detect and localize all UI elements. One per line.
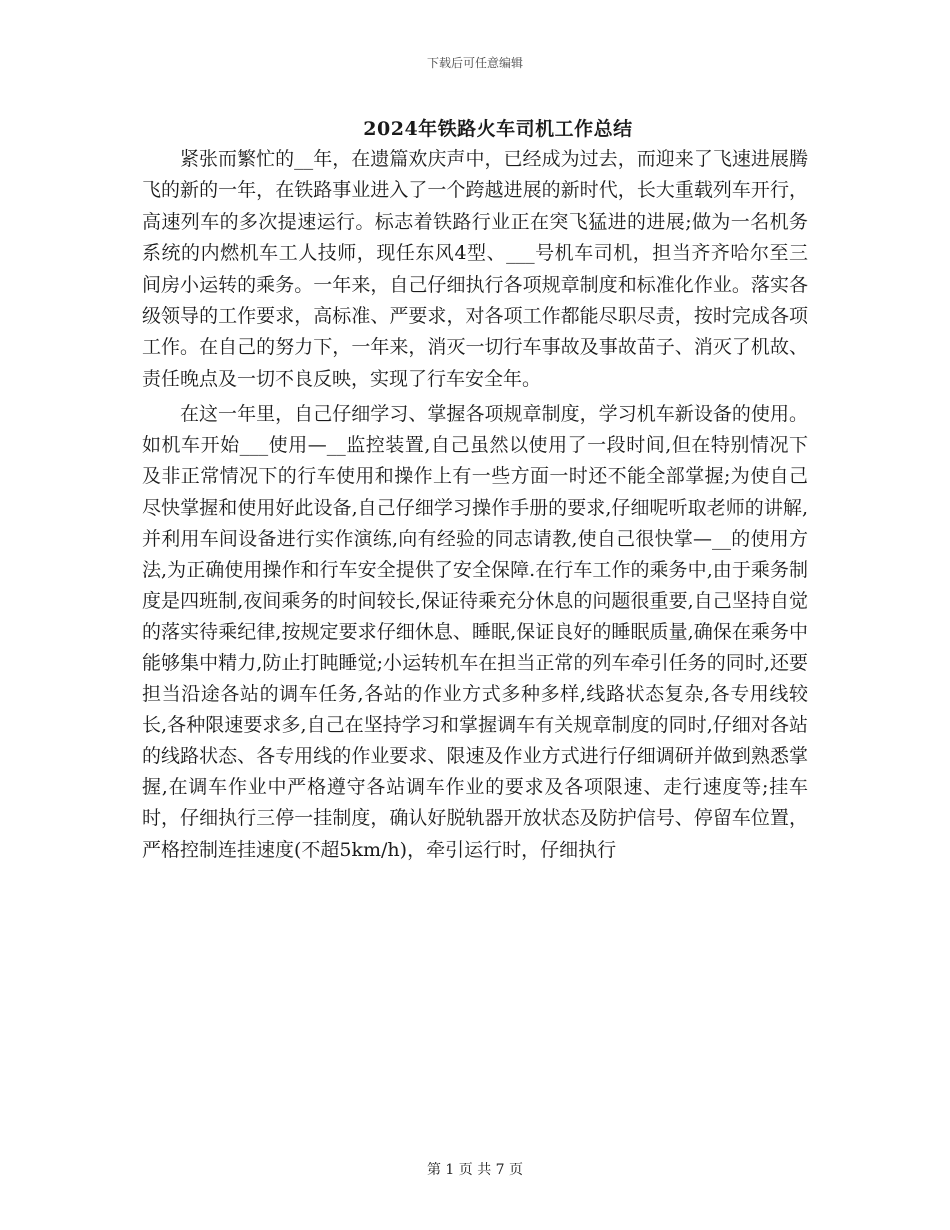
paragraph-1: 紧张而繁忙的__年，在遗篇欢庆声中，已经成为过去，而迎来了飞速进展腾飞的新的一年，在铁路事业进入了一个跨越进展的新时代，长大重载列车开行，高速列车的多次提速运行。标志着铁路行业正在突飞猛进的进展;做为一名机务系统的内燃机车工人技师，现任东风4型、___号机车司机，担当齐齐哈尔至三间房小运转的乘务。一年来，自己仔细执行各项规章制度和标准化作业。落实各级领导的工作要求，高标准、严要求，对各项工作都能尽职尽责，按时完成各项工作。在自己的努力下，一年来，消灭一切行车事故及事故苗子、消灭了机故、责任晚点及一切不良反映，实现了行车安全年。 — [142, 148, 808, 390]
document-body — [142, 144, 808, 866]
page-footer: 第 1 页 共 7 页 — [426, 1162, 524, 1178]
paragraph-2: 在这一年里，自己仔细学习、掌握各项规章制度，学习机车新设备的使用。如机车开始___使用—__监控装置,自己虽然以使用了一段时间,但在特别情况下及非正常情况下的行车使用和操作上有一些方面一时还不能全部掌握;为使自己尽快掌握和使用好此设备,自己仔细学习操作手册的要求,仔细呢听取老师的讲解,并利用车间设备进行实作演练,向有经验的同志请教,使自己很快掌—__的使用方法,为正确使用操作和行车安全提供了安全保障.在行车工作的乘务中,由于乘务制度是四班制,夜间乘务的时间较长,保证待乘充分休息的问题很重要,自己坚持自觉的落实待乘纪律,按规定要求仔细休息、睡眠,保证良好的睡眠质量,确保在乘务中能够集中精力,防止打盹睡觉;小运转机车在担当正常的列车牵引任务的同时,还要担当沿途各站的调车任务,各站的作业方式多种多样,线路状态复杂,各专用线较长,各种限速要求多,自己在坚持学习和掌握调车有关规章制度的同时,仔细对各站的线路状态、各专用线的作业要求、限速及作业方式进行仔细调研并做到熟悉掌握,在调车作业中严格遵守各站调车作业的要求及各项限速、走行速度等;挂车时，仔细执行三停一挂制度，确认好脱轨器开放状态及防护信号、停留车位置，严格控制连挂速度(不超5km/h)，牵引运行时，仔细执行 — [142, 403, 808, 861]
header-note: 下载后可任意编辑 — [426, 56, 523, 70]
document-title: 2024年铁路火车司机工作总结 — [363, 118, 633, 140]
